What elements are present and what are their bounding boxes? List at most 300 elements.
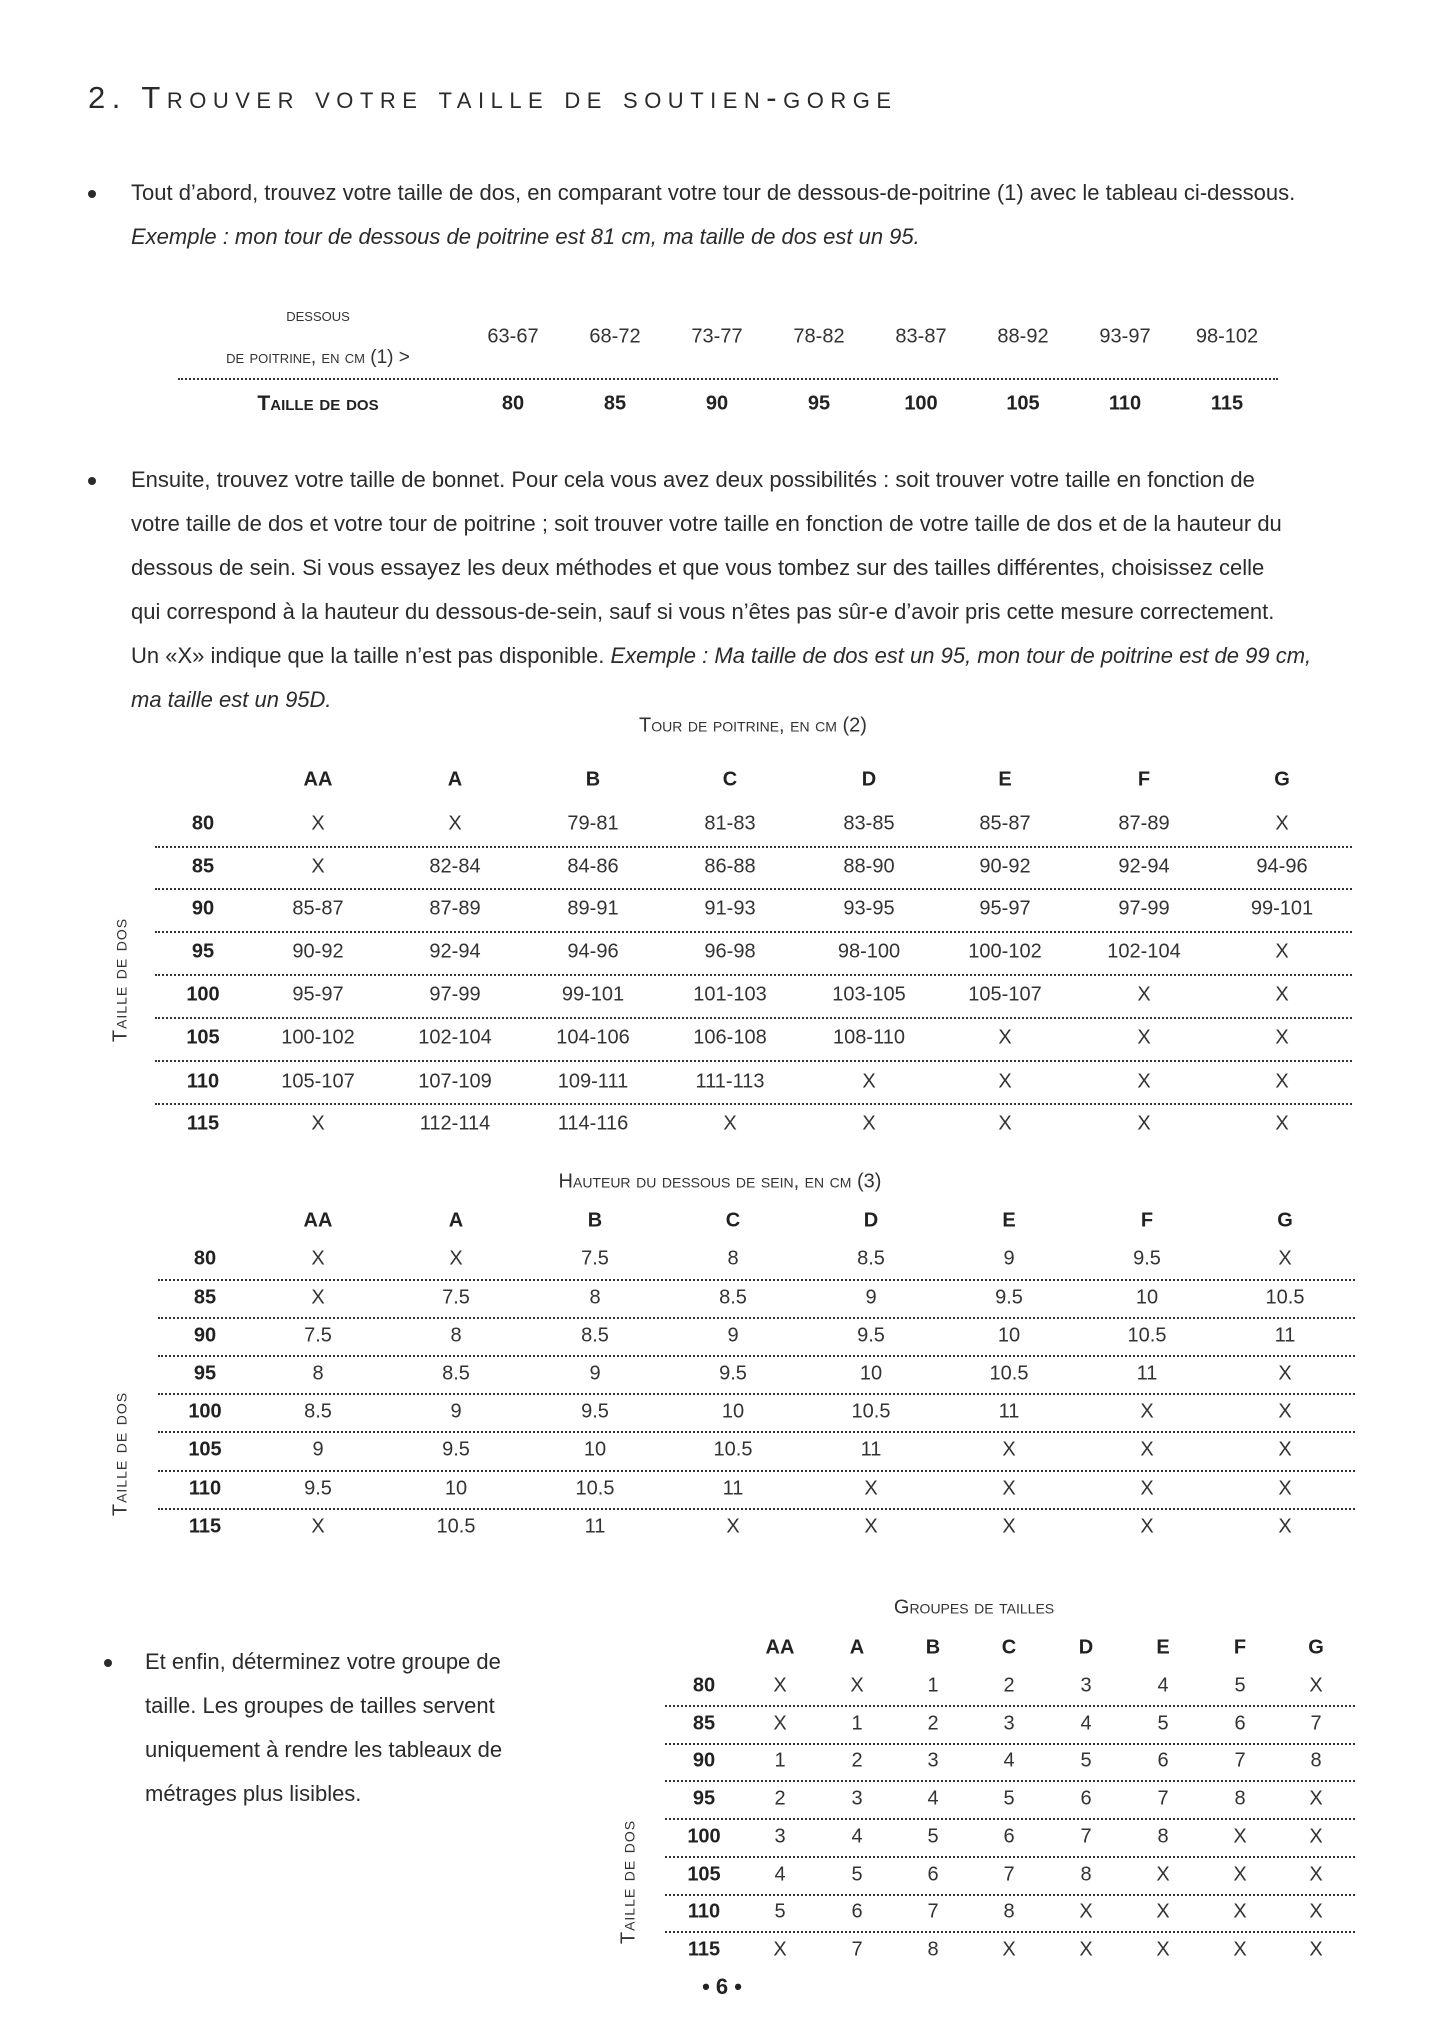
table-cell: 9.5 — [857, 1324, 885, 1347]
row-divider — [155, 1103, 1352, 1105]
cup-column-header: E — [1156, 1636, 1170, 1659]
band-size-value: 115 — [1210, 392, 1244, 415]
table-cell: 90-92 — [979, 855, 1031, 878]
step2-paragraph — [131, 458, 1311, 722]
table-cell: X — [1278, 1477, 1292, 1500]
step2-line-3: dessous de sein. Si vous essayez les deux méthodes et que vous tombez sur des tailles différentes, choisissez celle — [131, 555, 1265, 580]
band-row-label: 90 — [692, 1749, 716, 1772]
table-cell: 10.5 — [575, 1477, 615, 1500]
page-number: • 6 • — [702, 1974, 742, 1999]
table-cell: 8.5 — [857, 1247, 885, 1270]
table-cell: 7 — [1157, 1787, 1169, 1810]
band-row-label: 80 — [692, 1674, 716, 1697]
table-cell: 7 — [851, 1938, 863, 1961]
cup-column-header: D — [1078, 1636, 1094, 1659]
table-cell: 5 — [927, 1825, 939, 1848]
table-cell: 107-109 — [418, 1070, 492, 1093]
table-cell: 7 — [1003, 1863, 1015, 1886]
underbust-range: 63-67 — [487, 325, 539, 348]
table-cell: 8.5 — [581, 1324, 609, 1347]
step3-line-2: taille. Les groupes de tailles servent — [145, 1693, 495, 1718]
table-cell: X — [311, 1515, 325, 1538]
table-cell: 99-101 — [1250, 897, 1314, 920]
step3-line-4: métrages plus lisibles. — [145, 1781, 362, 1806]
cup-column-header: A — [447, 768, 463, 791]
table-cell: 8 — [450, 1324, 462, 1347]
bullet-icon — [88, 190, 96, 198]
table-cell: X — [1275, 1070, 1289, 1093]
table-cell: 9.5 — [581, 1400, 609, 1423]
table-cell: 7.5 — [442, 1286, 470, 1309]
table-cell: X — [1278, 1400, 1292, 1423]
band-size-value: 90 — [705, 392, 729, 415]
row-divider — [665, 1743, 1355, 1745]
cup-column-header: B — [925, 1636, 941, 1659]
table-cell: 3 — [1003, 1712, 1015, 1735]
band-row-label: 105 — [188, 1438, 222, 1461]
table-cell: 8.5 — [442, 1362, 470, 1385]
table-cell: 9.5 — [304, 1477, 332, 1500]
table-cell: 82-84 — [429, 855, 481, 878]
row-divider — [158, 1508, 1355, 1510]
table-cell: 103-105 — [832, 983, 906, 1006]
table-cell: 8 — [927, 1938, 939, 1961]
table-cell: 2 — [774, 1787, 786, 1810]
bullet-icon — [88, 477, 96, 485]
cup-column-header: B — [585, 768, 601, 791]
table-cell: 105-107 — [968, 983, 1042, 1006]
table-cell: 86-88 — [704, 855, 756, 878]
band-row-label: 105 — [687, 1863, 721, 1886]
bust-table-side-label: Taille de dos — [109, 917, 132, 1043]
band-size-row-label: Taille de dos — [257, 392, 379, 415]
table-cell: 3 — [927, 1749, 939, 1772]
table-cell: 87-89 — [429, 897, 481, 920]
table-cell: 88-90 — [843, 855, 895, 878]
table-cell: 8 — [1003, 1900, 1015, 1923]
band-row-label: 80 — [193, 1247, 217, 1270]
underbust-range: 78-82 — [793, 325, 845, 348]
table-cell: 108-110 — [833, 1026, 905, 1049]
table-cell: X — [1278, 1247, 1292, 1270]
table-cell: 95-97 — [292, 983, 344, 1006]
underbust-range: 68-72 — [589, 325, 641, 348]
table-cell: X — [773, 1674, 787, 1697]
table-cell: X — [1156, 1900, 1170, 1923]
section-title: Trouver votre taille de soutien-gorge — [141, 80, 898, 115]
table-cell: X — [1140, 1400, 1154, 1423]
table-cell: 6 — [1234, 1712, 1246, 1735]
cup-column-header: E — [1002, 1209, 1016, 1232]
table-cell: 9 — [1003, 1247, 1015, 1270]
table-cell: X — [773, 1938, 787, 1961]
table-cell: 10.5 — [989, 1362, 1029, 1385]
table-cell: 4 — [774, 1863, 786, 1886]
table-cell: 105-107 — [281, 1070, 355, 1093]
table-cell: 9 — [865, 1286, 877, 1309]
bullet-icon — [104, 1659, 112, 1667]
underbust-header-line-1: dessous — [286, 305, 350, 326]
table-cell: 1 — [851, 1712, 863, 1735]
table-cell: 6 — [851, 1900, 863, 1923]
table-cell: 2 — [927, 1712, 939, 1735]
band-row-label: 110 — [186, 1070, 220, 1093]
table-cell: 85-87 — [292, 897, 344, 920]
table-cell: X — [998, 1070, 1012, 1093]
cup-column-header: D — [861, 768, 877, 791]
table-cell: 7 — [1080, 1825, 1092, 1848]
table-cell: X — [1002, 1438, 1016, 1461]
row-divider — [665, 1705, 1355, 1707]
cup-column-header: F — [1140, 1209, 1154, 1232]
table-cell: 7.5 — [304, 1324, 332, 1347]
table-cell: 8 — [1234, 1787, 1246, 1810]
band-size-value: 95 — [807, 392, 831, 415]
table-cell: 7 — [1310, 1712, 1322, 1735]
table-cell: X — [1309, 1938, 1323, 1961]
table-cell: 87-89 — [1118, 812, 1170, 835]
table-cell: 8 — [589, 1286, 601, 1309]
table-cell: 91-93 — [704, 897, 756, 920]
row-divider — [158, 1470, 1355, 1472]
table-cell: X — [1140, 1438, 1154, 1461]
row-divider — [158, 1393, 1355, 1395]
table-cell: 1 — [927, 1674, 939, 1697]
band-row-label: 115 — [188, 1515, 222, 1538]
table-cell: 93-95 — [843, 897, 895, 920]
table-cell: 102-104 — [418, 1026, 492, 1049]
table-cell: 9.5 — [995, 1286, 1023, 1309]
band-row-label: 95 — [191, 940, 215, 963]
groups-table-title: Groupes de tailles — [893, 1596, 1055, 1619]
cup-column-header: E — [998, 768, 1012, 791]
table-cell: X — [1002, 1477, 1016, 1500]
table-cell: X — [864, 1515, 878, 1538]
band-row-label: 90 — [191, 897, 215, 920]
table-cell: X — [1275, 983, 1289, 1006]
row-divider — [158, 1279, 1355, 1281]
underbust-range: 93-97 — [1099, 325, 1151, 348]
step2-line-6: ma taille est un 95D. — [131, 687, 332, 712]
band-row-label: 110 — [188, 1477, 222, 1500]
table-cell: X — [1137, 983, 1151, 1006]
table-cell: X — [311, 855, 325, 878]
table-cell: X — [998, 1026, 1012, 1049]
table-cell: X — [1278, 1438, 1292, 1461]
cup-column-header: A — [448, 1209, 464, 1232]
table-cell: 104-106 — [556, 1026, 630, 1049]
table-cell: 94-96 — [1256, 855, 1308, 878]
band-row-label: 100 — [186, 983, 220, 1006]
table-cell: X — [311, 1247, 325, 1270]
table-cell: X — [449, 1247, 463, 1270]
table-cell: 94-96 — [567, 940, 619, 963]
band-row-label: 115 — [687, 1938, 721, 1961]
row-divider — [665, 1894, 1355, 1896]
step2-line-2: votre taille de dos et votre tour de poitrine ; soit trouver votre taille en fonction de votre taille de dos et de la hauteur du — [131, 511, 1282, 536]
step2-line-5: Un «X» indique que la taille n’est pas disponible. Exemple : Ma taille de dos est un 95, mon tour de poitrine est de 99 cm, — [131, 643, 1312, 668]
table-cell: 8.5 — [719, 1286, 747, 1309]
table-cell: X — [1079, 1900, 1093, 1923]
row-divider — [158, 1431, 1355, 1433]
table-cell: X — [1140, 1477, 1154, 1500]
cup-column-header: AA — [765, 1636, 795, 1659]
band-row-label: 90 — [193, 1324, 217, 1347]
row-divider — [155, 1017, 1352, 1019]
table-cell: 4 — [927, 1787, 939, 1810]
step1-paragraph — [131, 171, 1295, 259]
table-cell: 3 — [1080, 1674, 1092, 1697]
table-cell: 10 — [859, 1362, 883, 1385]
table-cell: 10.5 — [713, 1438, 753, 1461]
row-divider — [155, 931, 1352, 933]
row-divider — [155, 1060, 1352, 1062]
table-cell: X — [1137, 1070, 1151, 1093]
table-cell: X — [1137, 1026, 1151, 1049]
table-cell: 89-91 — [567, 897, 619, 920]
cup-column-header: AA — [303, 768, 333, 791]
band-row-label: 105 — [186, 1026, 220, 1049]
step2-line-1: Ensuite, trouvez votre taille de bonnet. Pour cela vous avez deux possibilités : soit trouver votre taille en fonction de — [131, 467, 1255, 492]
table-cell: X — [1137, 1112, 1151, 1135]
table-cell: X — [311, 1286, 325, 1309]
cup-column-header: G — [1277, 1209, 1293, 1232]
table-cell: 7.5 — [581, 1247, 609, 1270]
table-cell: 3 — [851, 1787, 863, 1810]
table-cell: 6 — [1157, 1749, 1169, 1772]
band-row-label: 80 — [191, 812, 215, 835]
row-divider — [155, 846, 1352, 848]
table-cell: X — [448, 812, 462, 835]
table-cell: 9 — [589, 1362, 601, 1385]
underbust-range: 83-87 — [895, 325, 947, 348]
row-divider — [665, 1818, 1355, 1820]
table-cell: 85-87 — [979, 812, 1031, 835]
table-cell: 8 — [1080, 1863, 1092, 1886]
table-cell: 10 — [583, 1438, 607, 1461]
table-cell: 1 — [774, 1749, 786, 1772]
cup-column-header: G — [1274, 768, 1290, 791]
table-cell: 9.5 — [442, 1438, 470, 1461]
table-cell: X — [1079, 1938, 1093, 1961]
table-cell: 106-108 — [693, 1026, 767, 1049]
table-cell: 8 — [1157, 1825, 1169, 1848]
step1-text: Tout d’abord, trouvez votre taille de dos, en comparant votre tour de dessous-de-poitrine (1) avec le tableau ci-dessous. — [131, 180, 1296, 205]
table-cell: 11 — [1136, 1362, 1158, 1385]
band-size-value: 110 — [1108, 392, 1142, 415]
step3-line-3: uniquement à rendre les tableaux de — [145, 1737, 503, 1762]
section-number: 2. — [88, 80, 127, 115]
table-cell: 99-101 — [561, 983, 625, 1006]
cup-column-header: F — [1233, 1636, 1247, 1659]
band-row-label: 95 — [193, 1362, 217, 1385]
table-cell: 11 — [860, 1438, 882, 1461]
table-cell: X — [864, 1477, 878, 1500]
table-cell: X — [723, 1112, 737, 1135]
band-size-value: 100 — [904, 392, 938, 415]
table-cell: X — [773, 1712, 787, 1735]
table-cell: 6 — [1003, 1825, 1015, 1848]
table-cell: X — [1309, 1787, 1323, 1810]
table-cell: 8 — [1310, 1749, 1322, 1772]
table-cell: X — [998, 1112, 1012, 1135]
table-cell: X — [1309, 1863, 1323, 1886]
row-divider — [155, 974, 1352, 976]
table-cell: 10.5 — [1265, 1286, 1305, 1309]
table-cell: 2 — [1003, 1674, 1015, 1697]
table-cell: 5 — [1157, 1712, 1169, 1735]
table-cell: 10 — [721, 1400, 745, 1423]
cup-column-header: F — [1137, 768, 1151, 791]
table-cell: 10.5 — [851, 1400, 891, 1423]
band-size-value: 80 — [501, 392, 525, 415]
cup-column-header: AA — [303, 1209, 333, 1232]
table-cell: 111-113 — [695, 1070, 765, 1093]
cup-column-header: C — [722, 768, 738, 791]
cup-column-header: G — [1308, 1636, 1324, 1659]
table-cell: 102-104 — [1107, 940, 1181, 963]
table-cell: 9 — [312, 1438, 324, 1461]
table-cell: 10 — [1135, 1286, 1159, 1309]
table-cell: 3 — [774, 1825, 786, 1848]
table-cell: 97-99 — [429, 983, 481, 1006]
table-cell: X — [1233, 1863, 1247, 1886]
underbust-range: 88-92 — [997, 325, 1049, 348]
table-cell: X — [850, 1674, 864, 1697]
table-cell: 79-81 — [567, 812, 619, 835]
table-cell: 11 — [584, 1515, 606, 1538]
row-divider — [665, 1931, 1355, 1933]
table-cell: X — [1309, 1900, 1323, 1923]
table-cell: 8 — [312, 1362, 324, 1385]
table-cell: 9 — [450, 1400, 462, 1423]
table-cell: 95-97 — [979, 897, 1031, 920]
table-cell: 100-102 — [968, 940, 1042, 963]
band-size-value: 105 — [1006, 392, 1040, 415]
table-cell: X — [1275, 1112, 1289, 1135]
table-cell: 9.5 — [719, 1362, 747, 1385]
band-row-label: 100 — [687, 1825, 721, 1848]
table-cell: 6 — [927, 1863, 939, 1886]
table-cell: X — [1156, 1938, 1170, 1961]
table-cell: 10 — [444, 1477, 468, 1500]
table-cell: 84-86 — [567, 855, 619, 878]
row-divider — [178, 378, 1278, 380]
band-size-value: 85 — [603, 392, 627, 415]
table-cell: X — [1275, 1026, 1289, 1049]
table-cell: X — [1002, 1515, 1016, 1538]
height-table-side-label: Taille de dos — [109, 1391, 132, 1517]
bust-table-title: Tour de poitrine, en cm (2) — [639, 714, 867, 737]
cup-column-header: A — [849, 1636, 865, 1659]
table-cell: X — [1275, 940, 1289, 963]
table-cell: 6 — [1080, 1787, 1092, 1810]
table-cell: 4 — [851, 1825, 863, 1848]
band-row-label: 85 — [193, 1286, 217, 1309]
step3-line-1: Et enfin, déterminez votre groupe de — [145, 1649, 501, 1674]
table-cell: X — [1278, 1362, 1292, 1385]
table-cell: 96-98 — [704, 940, 756, 963]
cup-column-header: C — [1001, 1636, 1017, 1659]
band-row-label: 85 — [692, 1712, 716, 1735]
table-cell: 8 — [727, 1247, 739, 1270]
band-row-label: 115 — [186, 1112, 220, 1135]
table-cell: 92-94 — [429, 940, 481, 963]
groups-table-side-label: Taille de dos — [617, 1819, 640, 1945]
table-cell: 97-99 — [1118, 897, 1170, 920]
table-cell: 2 — [851, 1749, 863, 1772]
row-divider — [665, 1856, 1355, 1858]
step1-example: Exemple : mon tour de dessous de poitrine est 81 cm, ma taille de dos est un 95. — [131, 224, 920, 249]
table-cell: X — [862, 1070, 876, 1093]
table-cell: 4 — [1080, 1712, 1092, 1735]
page-title — [88, 80, 898, 116]
table-cell: 101-103 — [693, 983, 767, 1006]
table-cell: 11 — [1274, 1324, 1296, 1347]
table-cell: 5 — [1003, 1787, 1015, 1810]
table-cell: X — [1140, 1515, 1154, 1538]
row-divider — [155, 888, 1352, 890]
table-cell: X — [726, 1515, 740, 1538]
table-cell: 11 — [722, 1477, 744, 1500]
table-cell: 10 — [997, 1324, 1021, 1347]
step2-line-4: qui correspond à la hauteur du dessous-de-sein, sauf si vous n’êtes pas sûr-e d’avoir pris cette mesure correctement. — [131, 599, 1275, 624]
underbust-range: 98-102 — [1195, 325, 1259, 348]
table-cell: X — [1309, 1674, 1323, 1697]
table-cell: X — [311, 1112, 325, 1135]
table-cell: 100-102 — [281, 1026, 355, 1049]
band-row-label: 95 — [692, 1787, 716, 1810]
table-cell: 11 — [998, 1400, 1020, 1423]
table-cell: X — [1275, 812, 1289, 835]
table-cell: 5 — [774, 1900, 786, 1923]
step3-paragraph — [145, 1640, 502, 1816]
table-cell: 5 — [1080, 1749, 1092, 1772]
table-cell: 4 — [1003, 1749, 1015, 1772]
table-cell: X — [1309, 1825, 1323, 1848]
table-cell: 9 — [727, 1324, 739, 1347]
band-row-label: 85 — [191, 855, 215, 878]
height-table-title: Hauteur du dessous de sein, en cm (3) — [558, 1170, 882, 1193]
table-cell: 9.5 — [1133, 1247, 1161, 1270]
table-cell: X — [1278, 1515, 1292, 1538]
table-cell: X — [1156, 1863, 1170, 1886]
table-cell: 5 — [1234, 1674, 1246, 1697]
table-cell: X — [1233, 1825, 1247, 1848]
table-cell: 7 — [927, 1900, 939, 1923]
table-cell: 98-100 — [837, 940, 901, 963]
table-cell: 5 — [851, 1863, 863, 1886]
table-cell: 7 — [1234, 1749, 1246, 1772]
table-cell: 8.5 — [304, 1400, 332, 1423]
row-divider — [665, 1780, 1355, 1782]
table-cell: 112-114 — [419, 1112, 491, 1135]
table-cell: 114-116 — [557, 1112, 629, 1135]
table-cell: 81-83 — [704, 812, 756, 835]
band-row-label: 100 — [188, 1400, 222, 1423]
table-cell: X — [1233, 1938, 1247, 1961]
underbust-range: 73-77 — [691, 325, 743, 348]
underbust-header-line-2: de poitrine, en cm (1) > — [226, 347, 410, 368]
table-cell: X — [1002, 1938, 1016, 1961]
table-cell: X — [311, 812, 325, 835]
row-divider — [158, 1317, 1355, 1319]
cup-column-header: B — [587, 1209, 603, 1232]
table-cell: 90-92 — [292, 940, 344, 963]
cup-column-header: C — [725, 1209, 741, 1232]
table-cell: 92-94 — [1118, 855, 1170, 878]
table-cell: 4 — [1157, 1674, 1169, 1697]
